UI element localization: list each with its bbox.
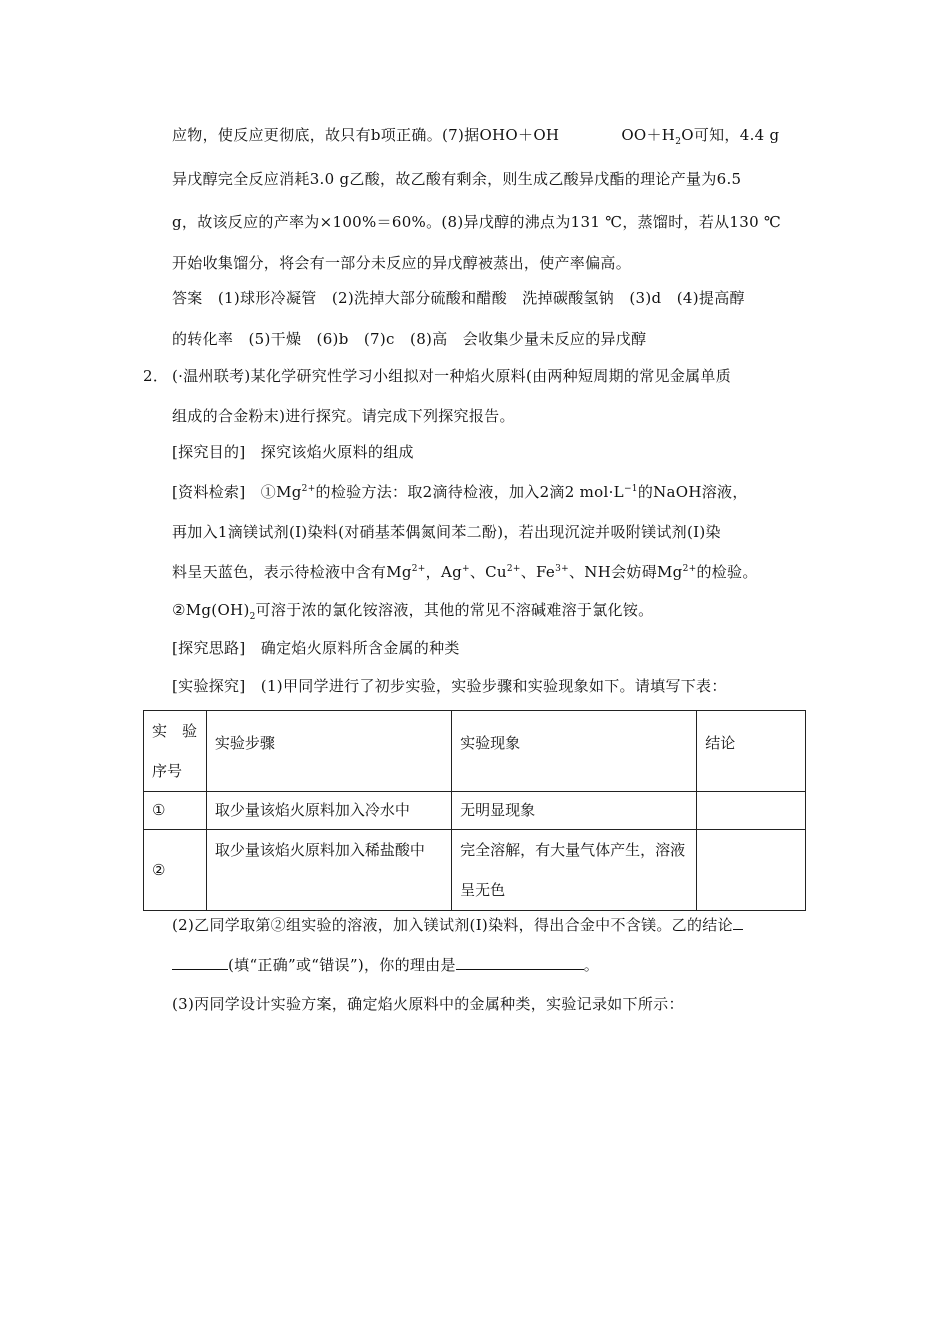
- answer-blank[interactable]: [456, 955, 584, 970]
- purpose-line: [探究目的] 探究该焰火原料的组成: [172, 443, 414, 461]
- explanation-line-3: g，故该反应的产率为×100%＝60%。(8)异戊醇的沸点为131 ℃，蒸馏时，若从130 ℃: [172, 213, 782, 231]
- text-fragment: [资料检索] ①Mg: [172, 483, 302, 501]
- row-conclusion: [697, 792, 806, 830]
- table-row: [144, 830, 806, 911]
- text-fragment: 的NaOH溶液，: [637, 483, 748, 501]
- explanation-line-2: 异戊醇完全反应消耗3.0 g乙酸，故乙酸有剩余，则生成乙酸异戊酯的理论产量为6.5: [172, 170, 742, 188]
- experiment-line: [实验探究] (1)甲同学进行了初步实验，实验步骤和实验现象如下。请填写下表：: [172, 677, 727, 695]
- text-fragment: 的检验。: [696, 563, 758, 581]
- header-cell-step: 实验步骤: [206, 711, 451, 792]
- superscript: 3+: [555, 564, 569, 574]
- text-fragment: 的检验方法：取2滴待检液，加入2滴2 mol·L: [315, 483, 624, 501]
- superscript: 2+: [301, 484, 316, 494]
- table-header-row: [144, 711, 806, 792]
- row-number: ①: [144, 792, 207, 830]
- experiment-table: [143, 710, 806, 911]
- text-fragment: OO＋H: [621, 126, 676, 144]
- answer-blank[interactable]: [172, 955, 228, 970]
- row-step: 取少量该焰火原料加入稀盐酸中: [206, 830, 451, 911]
- header-cell-conclusion: 结论: [697, 711, 806, 792]
- row-conclusion: [697, 830, 806, 911]
- superscript: −1: [623, 484, 638, 494]
- text-fragment: 、Cu: [469, 563, 507, 581]
- question-line-1: (·温州联考)某化学研究性学习小组拟对一种焰火原料(由两种短周期的常见金属单质: [172, 367, 732, 385]
- question-number: 2．: [143, 367, 169, 385]
- explanation-line-4: 开始收集馏分，将会有一部分未反应的异戊醇被蒸出，使产率偏高。: [172, 254, 632, 272]
- text-fragment: (2)乙同学取第②组实验的溶液，加入镁试剂(Ⅰ)染料，得出合金中不含镁。乙的结论: [172, 916, 733, 934]
- row-phenomenon: 完全溶解，有大量气体产生，溶液呈无色: [452, 830, 697, 911]
- idea-line: [探究思路] 确定焰火原料所含金属的种类: [172, 639, 460, 657]
- info-line-4: [172, 600, 653, 620]
- text-fragment: 料呈天蓝色，表示待检液中含有Mg: [172, 563, 412, 581]
- info-line-1: [172, 482, 748, 502]
- part3-line: (3)丙同学设计实验方案，确定焰火原料中的金属种类，实验记录如下所示：: [172, 995, 684, 1013]
- text-fragment: O可知，4.4 g: [681, 126, 780, 144]
- subscript: 2: [249, 612, 256, 622]
- row-phenomenon: 无明显现象: [452, 792, 697, 830]
- text-fragment: ，Ag: [425, 563, 462, 581]
- table-row: [144, 792, 806, 830]
- superscript: 2+: [506, 564, 521, 574]
- part2-line-1: [172, 915, 743, 935]
- superscript: +: [461, 564, 470, 574]
- answer-line-1: 答案 (1)球形冷凝管 (2)洗掉大部分硫酸和醋酸 洗掉碳酸氢钠 (3)d (4)提高醇: [172, 289, 745, 307]
- explanation-line-1: [172, 125, 779, 145]
- info-line-2: 再加入1滴镁试剂(Ⅰ)染料(对硝基苯偶氮间苯二酚)，若出现沉淀并吸附镁试剂(Ⅰ)染: [172, 523, 721, 541]
- superscript: 2+: [682, 564, 697, 574]
- text-fragment: 可溶于浓的氯化铵溶液，其他的常见不溶碱难溶于氯化铵。: [255, 601, 654, 619]
- row-number: ②: [144, 830, 207, 911]
- text-fragment: ②Mg(OH): [172, 601, 250, 619]
- row-step: 取少量该焰火原料加入冷水中: [206, 792, 451, 830]
- text-fragment: (填“正确”或“错误”)，你的理由是: [228, 956, 456, 974]
- answer-line-2: 的转化率 (5)干燥 (6)b (7)c (8)高 会收集少量未反应的异戊醇: [172, 330, 647, 348]
- text-fragment: 应物，使反应更彻底，故只有b项正确。(7)据OHO＋OH: [172, 126, 560, 144]
- subscript: 2: [675, 137, 682, 147]
- superscript: 2+: [411, 564, 426, 574]
- header-cell-phenomenon: 实验现象: [452, 711, 697, 792]
- text-fragment: 、Fe: [520, 563, 556, 581]
- part2-line-2: [172, 955, 599, 975]
- question-line-2: 组成的合金粉末)进行探究。请完成下列探究报告。: [172, 407, 515, 425]
- header-cell-number: 实 验序号: [144, 711, 207, 792]
- text-fragment: 、NH会妨碍Mg: [569, 563, 683, 581]
- info-line-3: [172, 562, 758, 582]
- text-fragment: 。: [583, 956, 600, 974]
- answer-blank[interactable]: [733, 915, 743, 930]
